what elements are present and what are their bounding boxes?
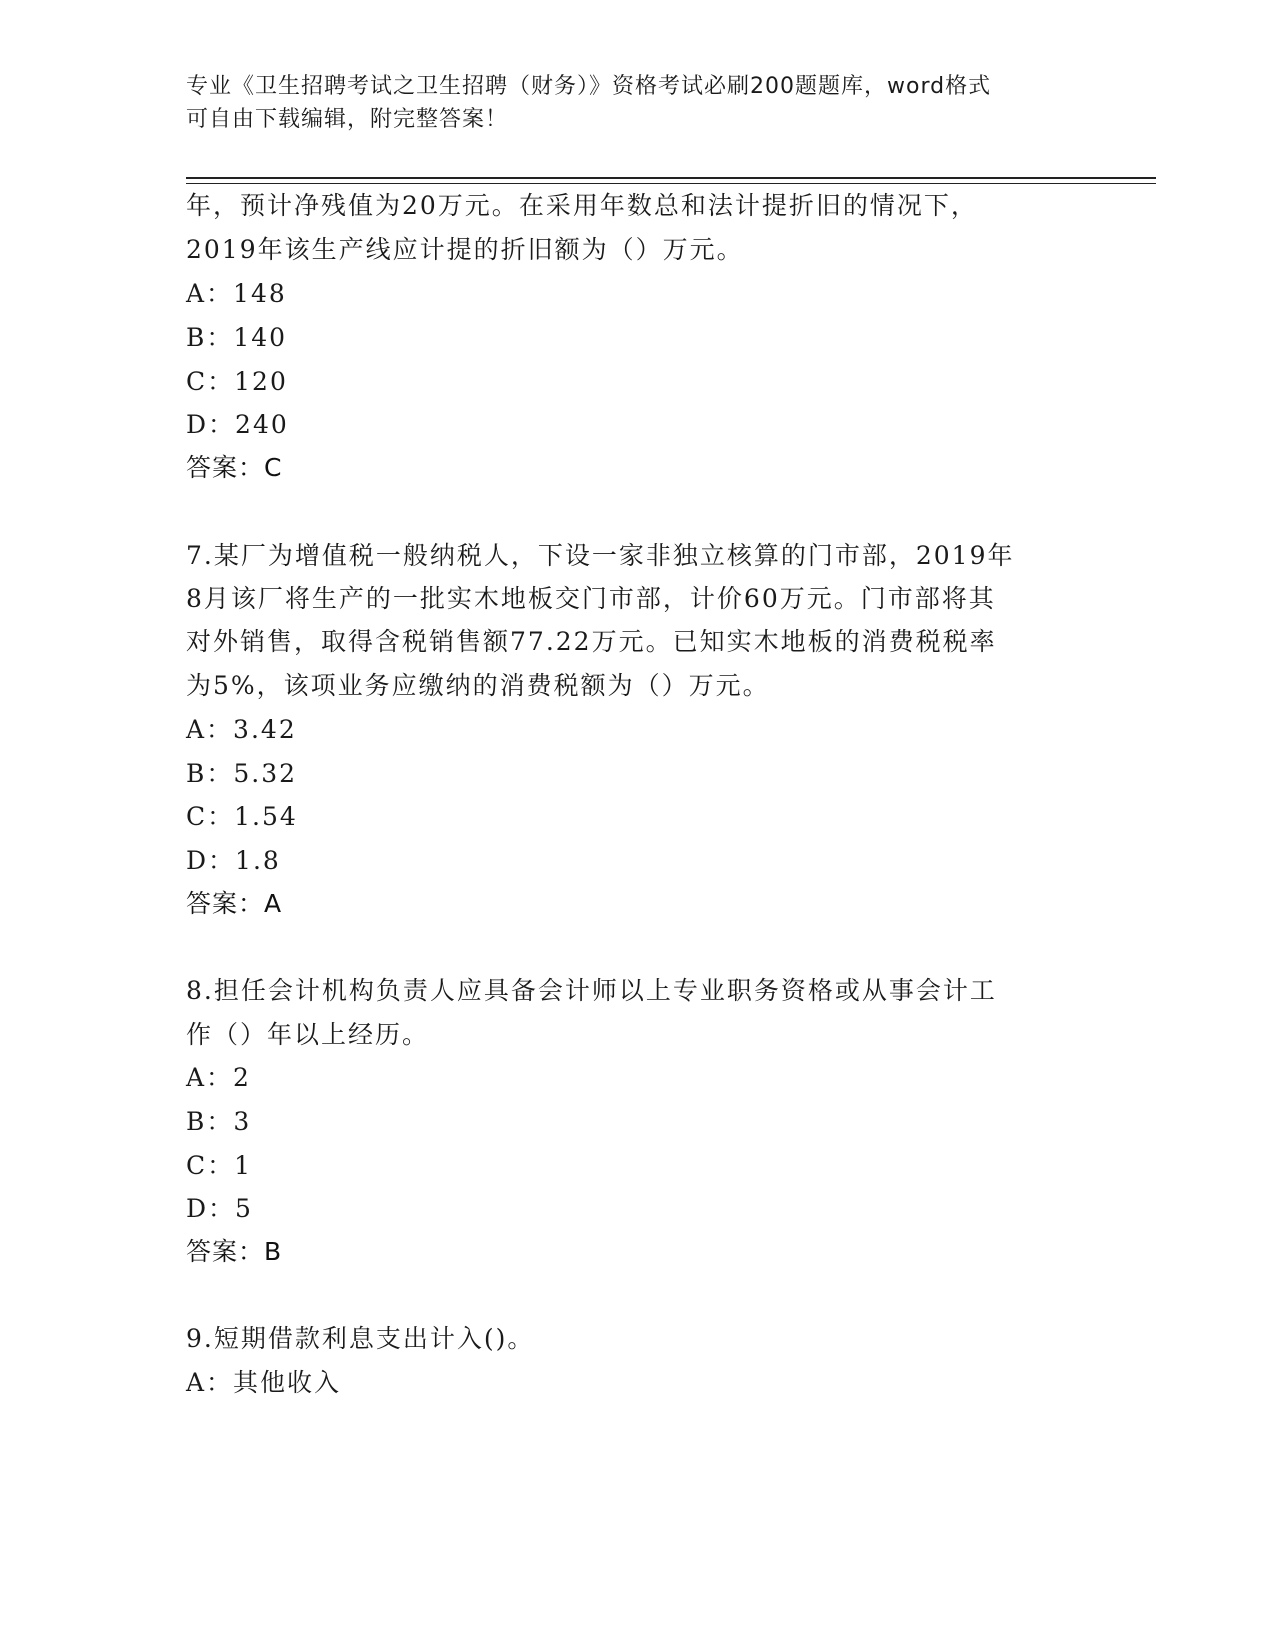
header-title-line-2: 可自由下载编辑，附完整答案！ (186, 107, 509, 132)
header-title-line-1: 专业《卫生招聘考试之卫生招聘（财务）》资格考试必刷200题题库，word格式 (186, 74, 992, 99)
q6-option-c: C：120 (186, 367, 288, 396)
q9-option-a: A：其他收入 (186, 1368, 342, 1397)
q8-option-d: D：5 (186, 1194, 253, 1223)
q6-answer: 答案：C (186, 453, 283, 482)
q8-stem-line-1: 8.担任会计机构负责人应具备会计师以上专业职务资格或从事会计工 (186, 976, 997, 1005)
header-divider-thick (186, 177, 1156, 179)
q6-stem-line-2: 2019年该生产线应计提的折旧额为（）万元。 (186, 235, 744, 264)
q8-option-c: C：1 (186, 1151, 253, 1180)
q6-stem-line-1: 年，预计净残值为20万元。在采用年数总和法计提折旧的情况下， (186, 191, 978, 220)
q7-stem-line-4: 为5%，该项业务应缴纳的消费税额为（）万元。 (186, 671, 770, 700)
q6-option-d: D：240 (186, 410, 289, 439)
document-header (186, 70, 1066, 136)
q7-option-b: B：5.32 (186, 759, 298, 788)
q6-option-b: B：140 (186, 323, 288, 352)
q7-answer: 答案：A (186, 889, 283, 918)
header-divider-thin (186, 183, 1156, 184)
q9-stem-line-1: 9.短期借款利息支出计入()。 (186, 1324, 535, 1353)
q7-option-d: D：1.8 (186, 846, 281, 875)
q8-option-a: A：2 (186, 1063, 251, 1092)
q7-option-a: A：3.42 (186, 715, 297, 744)
q6-option-a: A：148 (186, 279, 287, 308)
q7-stem-line-1: 7.某厂为增值税一般纳税人，下设一家非独立核算的门市部，2019年 (186, 541, 1015, 570)
q7-stem-line-3: 对外销售，取得含税销售额77.22万元。已知实木地板的消费税税率 (186, 627, 997, 656)
q7-option-c: C：1.54 (186, 802, 298, 831)
q8-option-b: B：3 (186, 1107, 252, 1136)
q8-answer: 答案：B (186, 1237, 283, 1266)
q8-stem-line-2: 作（）年以上经历。 (186, 1020, 430, 1049)
q7-stem-line-2: 8月该厂将生产的一批实木地板交门市部，计价60万元。门市部将其 (186, 584, 996, 613)
